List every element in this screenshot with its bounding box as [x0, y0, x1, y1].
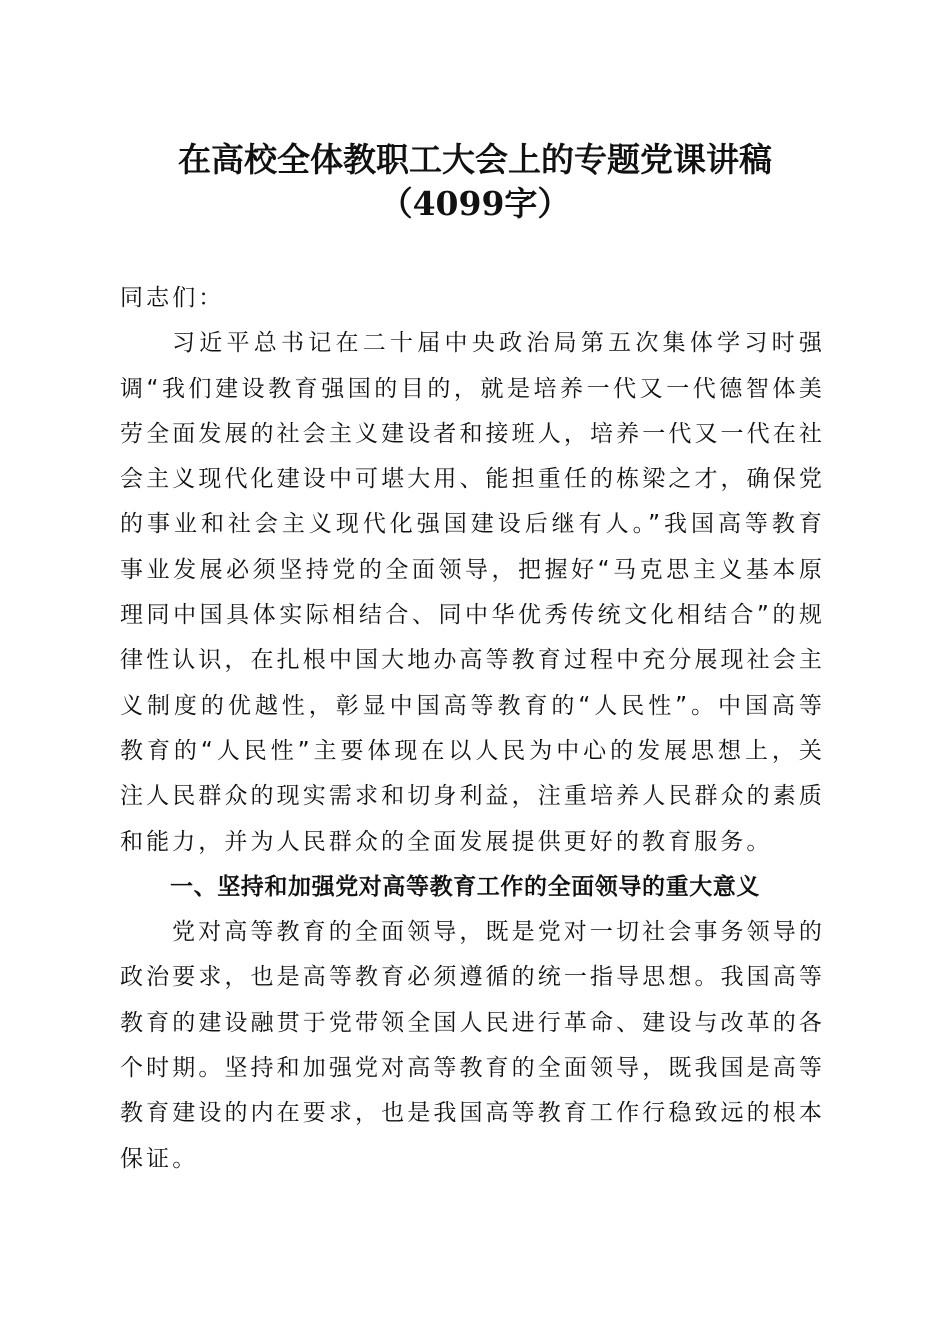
salutation: 同志们：: [120, 285, 225, 311]
document-word-count: （4099字）: [379, 184, 571, 223]
document-title: 在高校全体教职工大会上的专题党课讲稿: [178, 140, 772, 179]
document-body: [120, 276, 825, 1182]
body-paragraph: 习近平总书记在二十届中央政治局第五次集体学习时强调“我们建设教育强国的目的，就是培养一代又一代德智体美劳全面发展的社会主义建设者和接班人，培养一代又一代在社会主义现代化建设中可堪大用、能担重任的栋梁之才，确保党的事业和社会主义现代化强国建设后继有人。”我国高等教育事业发展必须坚持党的全面领导，把握好“马克思主义基本原理同中国具体实际相结合、同中华优秀传统文化相结合”的规律性认识，在扎根中国大地办高等教育过程中充分展现社会主义制度的优越性，彰显中国高等教育的“人民性”。中国高等教育的“人民性”主要体现在以人民为中心的发展思想上，关注人民群众的现实需求和切身利益，注重培养人民群众的素质和能力，并为人民群众的全面发展提供更好的教育服务。: [120, 330, 825, 855]
section-heading: 一、坚持和加强党对高等教育工作的全面领导的重大意义: [170, 873, 760, 900]
body-paragraph: 党对高等教育的全面领导，既是党对一切社会事务领导的政治要求，也是高等教育必须遵循的统一指导思想。我国高等教育的建设融贯于党带领全国人民进行革命、建设与改革的各个时期。坚持和加强党对高等教育的全面领导，既我国是高等教育建设的内在要求，也是我国高等教育工作行稳致远的根本保证。: [120, 919, 825, 1172]
